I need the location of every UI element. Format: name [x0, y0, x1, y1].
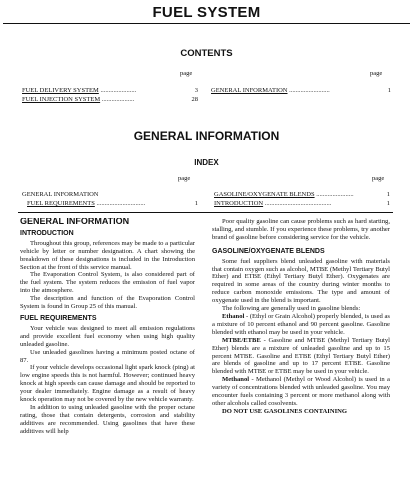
toc-entry-label: FUEL DELIVERY SYSTEM — [22, 87, 99, 94]
ethanol-term: Ethanol — [222, 312, 245, 320]
mtbe-term: MTBE/ETBE — [222, 336, 261, 344]
toc-entry-label: FUEL INJECTION SYSTEM — [22, 96, 101, 103]
ethanol-text: - (Ethyl or Grain Alcohol) properly blended, is used as a mixture of 10 percent ethanol and 90 percent gasoline. Gasoline blended with ethanol may be used in your vehicle. — [212, 312, 390, 336]
index-heading: INDEX — [194, 158, 219, 167]
blends-paragraph-2: The following are generally used in gasoline blends: — [222, 305, 361, 313]
intro-paragraph-3: The description and function of the Evaporation Control System is found in Group 25 of this manual. — [20, 295, 195, 311]
toc-entry-page: 1 — [387, 87, 391, 94]
contents-page-label-right: page — [370, 70, 383, 77]
mtbe-text: - Gasoline and MTBE (Methyl Tertiary Butyl Ether) blends are a mixture of unleaded gasoline and up to 15 percent MTBE. Gasoline and ETBE (Ethyl Tertiary Butyl Ether) are blends of gasoline and up to 17 percent ETBE. Gasoline blended with MTBE or ETBE may be used in your vehicle. — [212, 336, 390, 376]
warning-text: DO NOT USE GASOLINES CONTAINING — [222, 407, 348, 415]
fuel-requirements-heading: FUEL REQUIREMENTS — [20, 314, 97, 322]
toc-entry-label: GENERAL INFORMATION — [211, 87, 288, 94]
index-entry-dots: ....................... — [316, 191, 354, 198]
toc-entry-dots: ......................... — [289, 87, 330, 94]
page-title: FUEL SYSTEM — [152, 4, 261, 21]
fuel-paragraph-3: If your vehicle develops occasional light spark knock (ping) at low engine speeds this is not harmful. However; continued heavy knock at high speeds can cause damage and should be reported to your dealer immediately. Engine damage as a result of heavy knock operation may not be covered by the new vehicle warranty. — [20, 364, 195, 404]
fuel-paragraph-2: Use unleaded gasolines having a minimum posted octane of 87. — [20, 348, 195, 364]
left-column-heading: GENERAL INFORMATION — [20, 218, 130, 226]
intro-paragraph-2: The Evaporation Control System, is also considered part of the fuel system. The system reduces the emission of fuel vapor into the atmosphere. — [20, 271, 195, 295]
index-page-label-left: page — [178, 175, 191, 182]
index-entry-label: FUEL REQUIREMENTS — [27, 200, 95, 207]
index-entry-page: 1 — [386, 200, 390, 207]
methanol-text: - Methanol (Methyl or Wood Alcohol) is used in a variety of concentrations blended with unleaded gasoline. You may encounter fuels containing 3 percent or more methanol along with other alcohols called cosolvents. — [212, 376, 390, 407]
fuel-paragraph-1: Your vehicle was designed to meet all emission regulations and provide excellent fuel economy when using high quality unleaded gasoline. — [20, 324, 195, 348]
index-entry-general-information — [22, 190, 198, 199]
contents-heading: CONTENTS — [180, 48, 233, 59]
left-column — [20, 218, 195, 500]
index-entry-page: 1 — [194, 200, 198, 207]
index-entry-label: GENERAL INFORMATION — [22, 191, 99, 198]
index-page-label-right: page — [372, 175, 385, 182]
toc-entry-fuel-delivery[interactable] — [22, 86, 198, 95]
ethanol-paragraph — [212, 313, 390, 337]
toc-entry-dots: ...................... — [100, 87, 137, 94]
section-rule — [18, 212, 393, 213]
mtbe-paragraph — [212, 337, 390, 377]
intro-paragraph-1: Throughout this group, references may be made to a particular vehicle by letter or number designation. A chart showing the breakdown of these designations is included in the Introduction Section at the front of this service manual. — [20, 239, 195, 271]
index-entry-dots: .............................. — [96, 200, 146, 207]
toc-entry-fuel-injection[interactable] — [22, 95, 198, 104]
contents-page-label-left: page — [180, 70, 193, 77]
toc-entry-general-information[interactable] — [211, 86, 391, 95]
toc-entry-page: 28 — [191, 96, 198, 103]
toc-entry-page: 3 — [194, 87, 198, 94]
toc-entry-dots: .................... — [101, 96, 135, 103]
index-entry-page: 1 — [386, 191, 390, 198]
introduction-heading: INTRODUCTION — [20, 229, 74, 237]
blends-heading: GASOLINE/OXYGENATE BLENDS — [212, 247, 325, 255]
methanol-paragraph — [212, 376, 390, 408]
right-column — [212, 218, 390, 500]
fuel-paragraph-4: In addition to using unleaded gasoline with the proper octane rating, those that contain detergents, corrosion and stability additives are recommended. Using gasolines that have these additives will help — [20, 403, 195, 435]
index-entry-fuel-requirements[interactable] — [27, 199, 198, 208]
title-rule — [3, 23, 410, 24]
methanol-term: Methanol — [222, 376, 250, 384]
index-entry-introduction[interactable] — [214, 199, 390, 208]
index-entry-gasoline-oxygenate[interactable] — [214, 190, 390, 199]
index-entry-dots: ......................................... — [264, 200, 332, 207]
index-entry-label: GASOLINE/OXYGENATE BLENDS — [214, 191, 315, 198]
section-heading: GENERAL INFORMATION — [133, 129, 280, 143]
poor-quality-paragraph: Poor quality gasoline can cause problems such as hard starting, stalling, and stumble. If you experience these problems, try another brand of gasoline before considering service for the vehicle. — [212, 218, 390, 241]
blends-paragraph-1: Some fuel suppliers blend unleaded gasoline with materials that contain oxygen such as alcohol, MTBE (Methyl Tertiary Butyl Ether) and ETBE (Ethyl Tertiary Butyl Ether). Oxygenates are required in some areas of the country during winter months to reduce carbon monoxide emissions. The type and amount of oxygenate used in the blend is important. — [212, 257, 390, 305]
index-entry-label: INTRODUCTION — [214, 200, 264, 207]
